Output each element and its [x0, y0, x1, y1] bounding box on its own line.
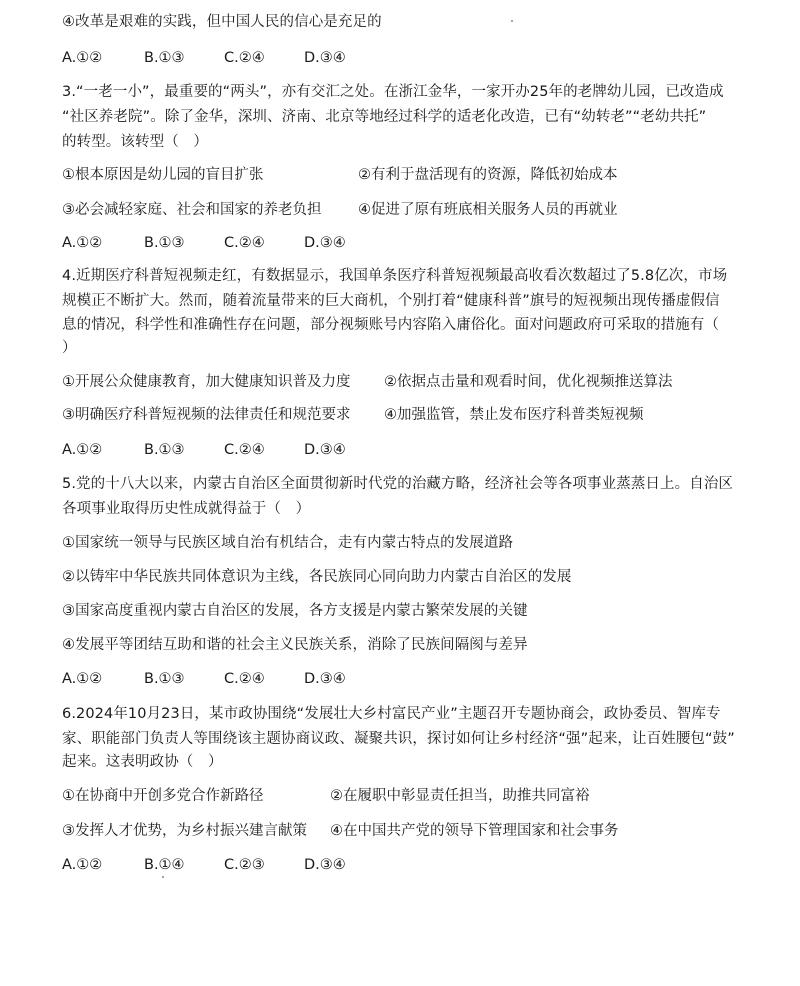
- q2-choice-a: A.①②: [62, 50, 103, 66]
- q4-option-2: ②依据点击量和观看时间，优化视频推送算法: [384, 374, 673, 390]
- q5-choice-b: B.①③: [144, 671, 185, 687]
- q5-stem-line-2: 各项事业取得历史性成就得益于（ ）: [62, 501, 311, 517]
- q4-choice-a: A.①②: [62, 442, 103, 458]
- q4-stem-line-3: 息的情况，科学性和准确性存在问题，部分视频账号内容陷入庸俗化。面对问题政府可采取的措施有（: [62, 317, 719, 333]
- q2-statement-4: ④改革是艰难的实践，但中国人民的信心是充足的: [62, 14, 382, 30]
- q3-option-2: ②有利于盘活现有的资源，降低初始成本: [358, 167, 618, 183]
- q3-stem-line-3: 的转型。该转型（ ）: [62, 134, 208, 150]
- q2-choice-d: D.③④: [304, 50, 346, 66]
- q5-option-4: ④发展平等团结互助和谐的社会主义民族关系，消除了民族间隔阂与差异: [62, 637, 528, 653]
- q5-choice-c: C.②④: [224, 671, 265, 687]
- q3-choice-c: C.②④: [224, 235, 265, 251]
- q4-stem-line-4: ）: [62, 340, 77, 356]
- q2-choice-c: C.②④: [224, 50, 265, 66]
- q6-option-2: ②在履职中彰显责任担当，助推共同富裕: [330, 788, 590, 804]
- q4-choice-b: B.①③: [144, 442, 185, 458]
- scan-speck: [511, 20, 513, 22]
- q6-choice-c: C.②③: [224, 857, 265, 873]
- q4-option-4: ④加强监管，禁止发布医疗科普类短视频: [384, 407, 644, 423]
- q6-choice-a: A.①②: [62, 857, 103, 873]
- q5-stem-line-1: 5.党的十八大以来，内蒙古自治区全面贯彻新时代党的治藏方略，经济社会等各项事业蒸蒸日上。自治区: [62, 476, 734, 492]
- scan-speck: [162, 876, 164, 878]
- q3-option-1: ①根本原因是幼儿园的盲目扩张: [62, 167, 264, 183]
- q6-stem-line-1: 6.2024年10月23日，某市政协围绕“发展壮大乡村富民产业”主题召开专题协商会，政协委员、智库专: [62, 706, 721, 722]
- q2-choice-b: B.①③: [144, 50, 185, 66]
- q5-option-1: ①国家统一领导与民族区域自治有机结合，走有内蒙古特点的发展道路: [62, 535, 514, 551]
- q3-stem-line-1: 3.“一老一小”，最重要的“两头”，亦有交汇之处。在浙江金华，一家开办25年的老牌幼儿园，已改造成: [62, 84, 724, 100]
- q5-option-3: ③国家高度重视内蒙古自治区的发展，各方支援是内蒙古繁荣发展的关键: [62, 603, 528, 619]
- q4-choice-d: D.③④: [304, 442, 346, 458]
- q3-option-4: ④促进了原有班底相关服务人员的再就业: [358, 202, 618, 218]
- q5-choice-a: A.①②: [62, 671, 103, 687]
- q4-choice-c: C.②④: [224, 442, 265, 458]
- q4-option-3: ③明确医疗科普短视频的法律责任和规范要求: [62, 407, 351, 423]
- q4-stem-line-2: 规模正不断扩大。然而，随着流量带来的巨大商机，个别打着“健康科普”旗号的短视频出现传播虚假信: [62, 293, 720, 309]
- q6-option-4: ④在中国共产党的领导下管理国家和社会事务: [330, 823, 619, 839]
- q3-option-3: ③必会减轻家庭、社会和国家的养老负担: [62, 202, 322, 218]
- q6-stem-line-3: 起来。这表明政协（ ）: [62, 754, 223, 770]
- q3-choice-b: B.①③: [144, 235, 185, 251]
- q5-option-2: ②以铸牢中华民族共同体意识为主线，各民族同心同向助力内蒙古自治区的发展: [62, 569, 572, 585]
- q3-stem-line-2: “社区养老院”。除了金华，深圳、济南、北京等地经过科学的适老化改造，已有“幼转老”“老幼共托”: [62, 109, 707, 125]
- q6-choice-b: B.①④: [144, 857, 185, 873]
- q3-choice-a: A.①②: [62, 235, 103, 251]
- q5-choice-d: D.③④: [304, 671, 346, 687]
- q4-option-1: ①开展公众健康教育，加大健康知识普及力度: [62, 374, 351, 390]
- q6-stem-line-2: 家、职能部门负责人等围绕该主题协商议政、凝聚共识，探讨如何让乡村经济“强”起来，让百姓腰包“鼓”: [62, 731, 735, 747]
- q6-choice-d: D.③④: [304, 857, 346, 873]
- q4-stem-line-1: 4.近期医疗科普短视频走红，有数据显示，我国单条医疗科普短视频最高收看次数超过了5.8亿次，市场: [62, 268, 728, 284]
- q3-choice-d: D.③④: [304, 235, 346, 251]
- q6-option-1: ①在协商中开创多党合作新路径: [62, 788, 264, 804]
- q6-option-3: ③发挥人才优势，为乡村振兴建言献策: [62, 823, 307, 839]
